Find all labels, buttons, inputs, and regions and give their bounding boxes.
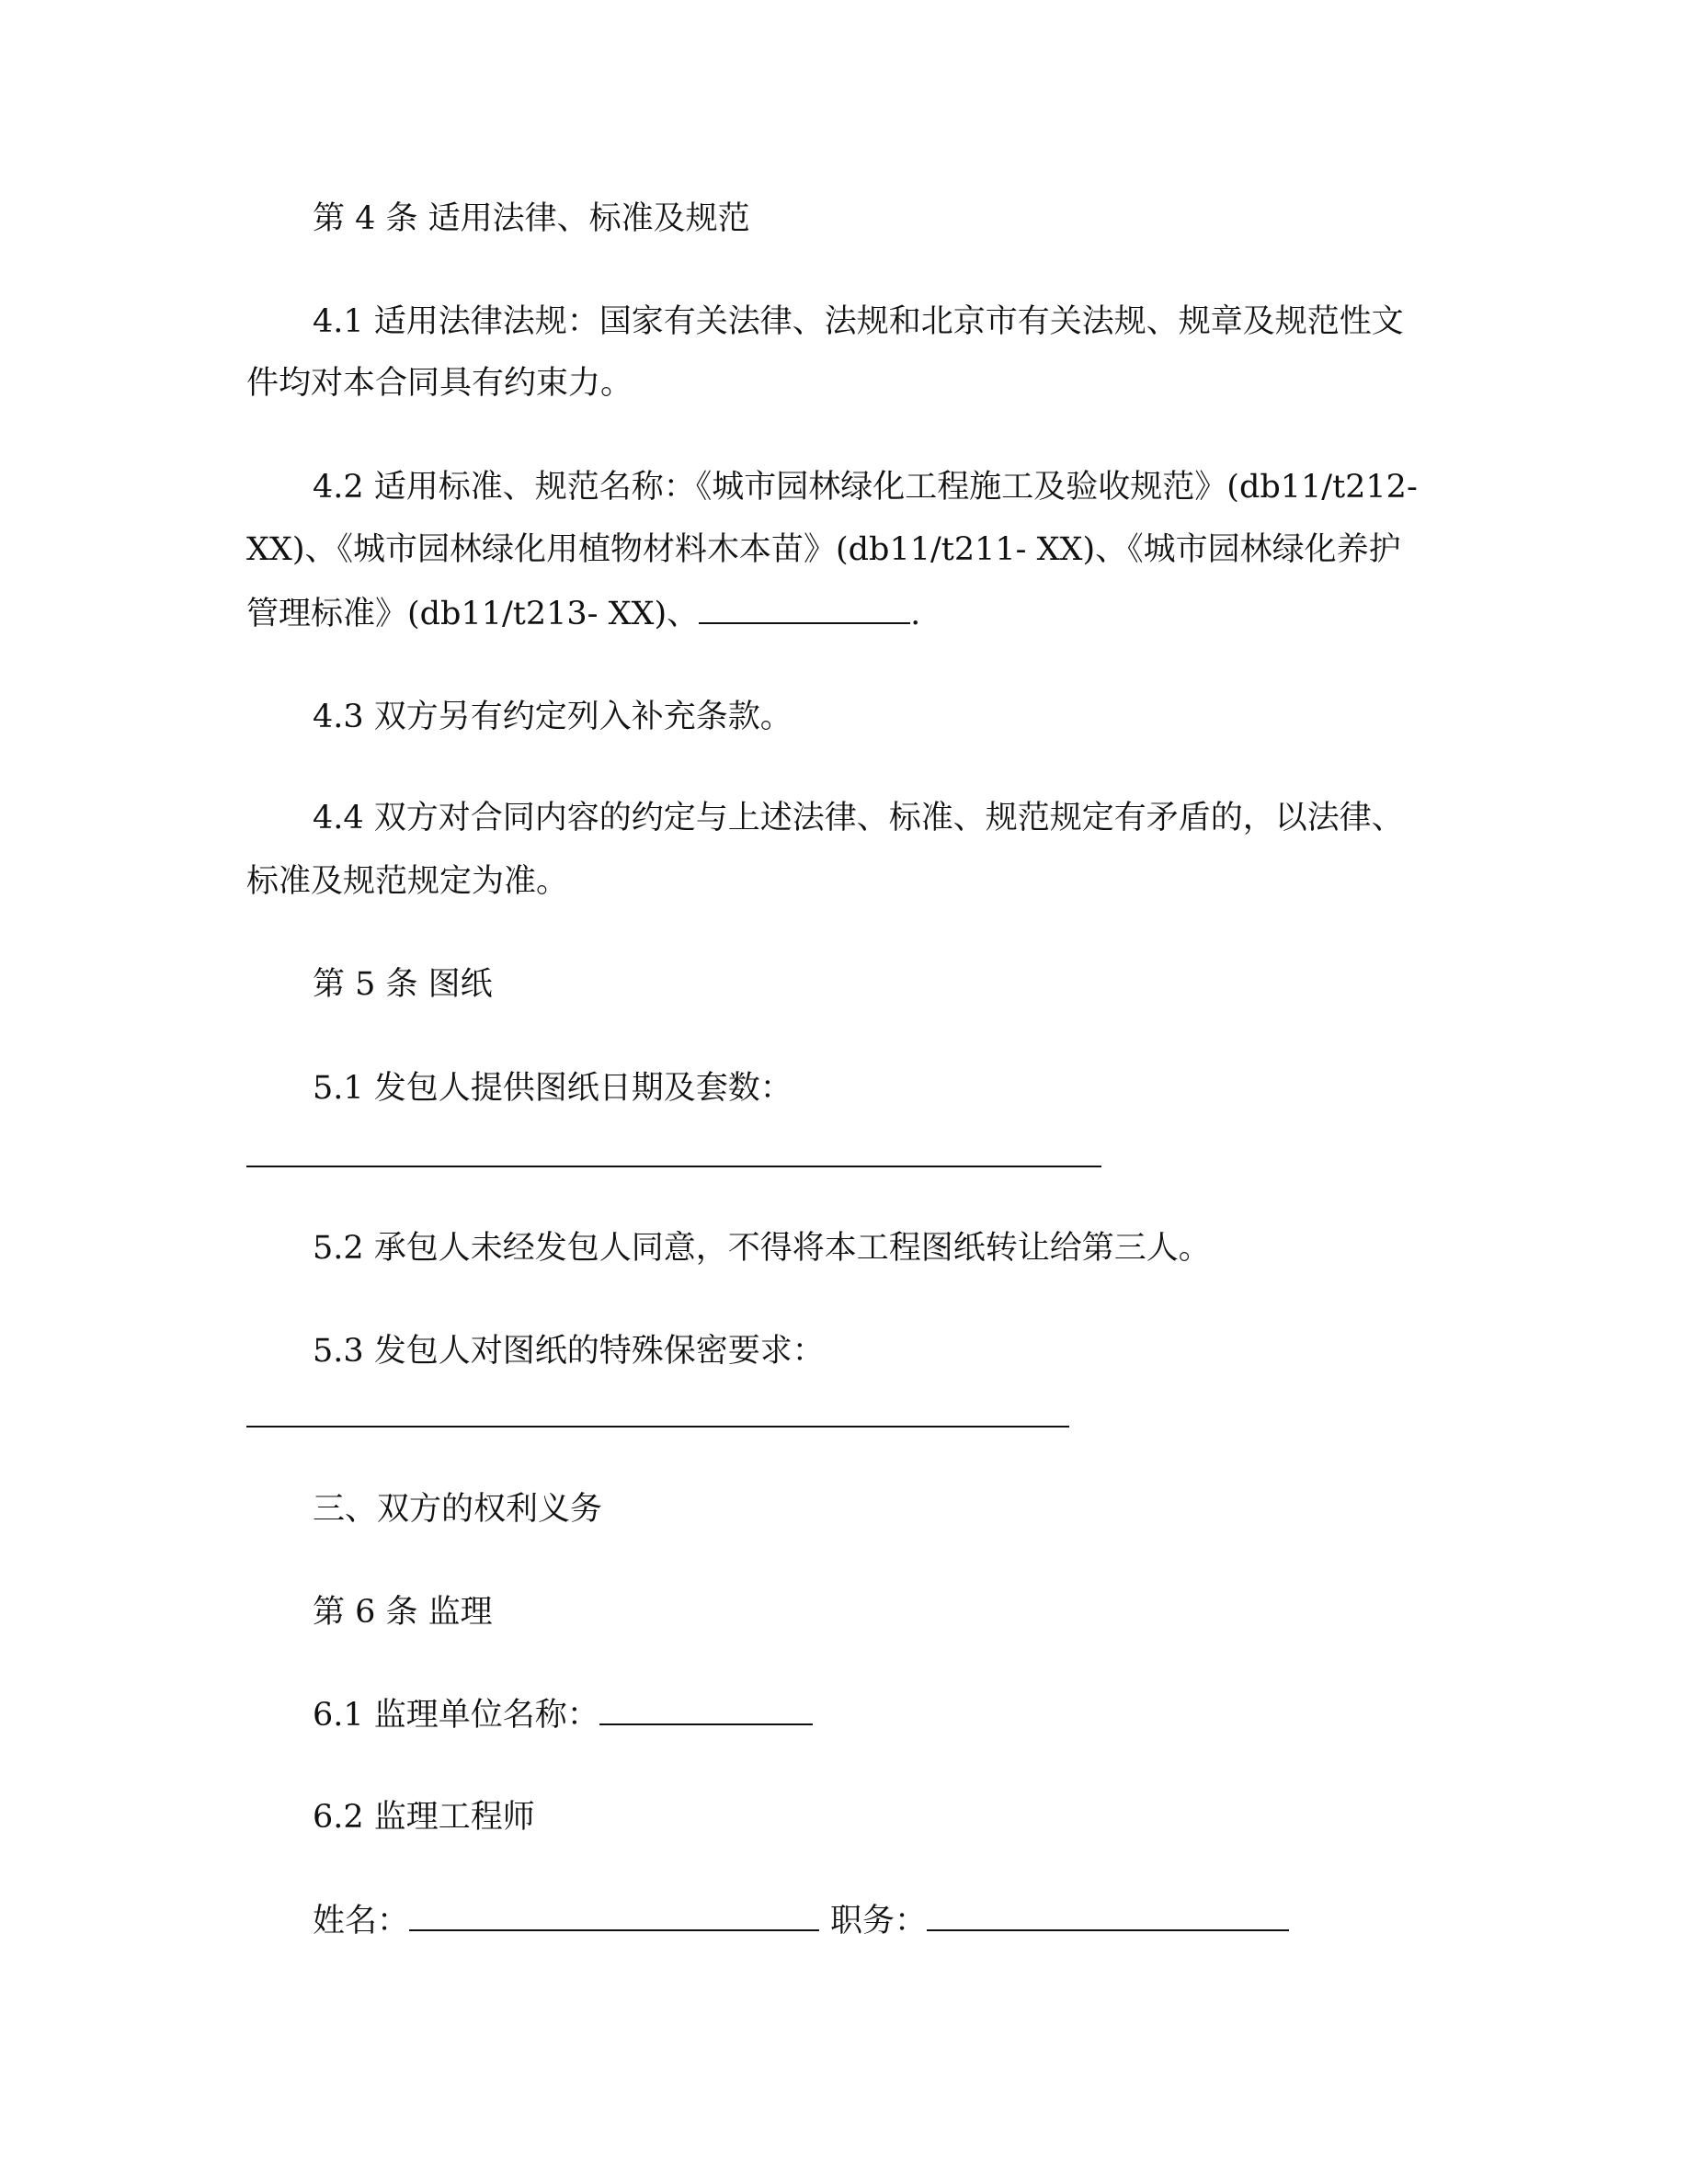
- clause-4-2-line-3-text: 管理标准》(db11/t213- XX)、: [246, 596, 700, 632]
- confidentiality-blank-field[interactable]: [246, 1426, 1069, 1428]
- supervisor-unit-blank-field[interactable]: [599, 1696, 813, 1725]
- clause-4-3: 4.3 双方另有约定列入补充条款。: [313, 699, 793, 735]
- article-6-heading: 第 6 条 监理: [313, 1594, 493, 1631]
- clause-4-1-line-1: 4.1 适用法律法规：国家有关法律、法规和北京市有关法规、规章及规范性文: [313, 303, 1404, 340]
- title-label: 职务：: [830, 1903, 928, 1939]
- drawing-date-blank-field[interactable]: [246, 1166, 1101, 1167]
- clause-4-2-end-period: .: [910, 596, 921, 632]
- clause-5-2: 5.2 承包人未经发包人同意，不得将本工程图纸转让给第三人。: [313, 1230, 1211, 1267]
- clause-5-3: 5.3 发包人对图纸的特殊保密要求：: [313, 1333, 825, 1370]
- clause-4-4-line-2: 标准及规范规定为准。: [246, 863, 569, 900]
- article-4-heading: 第 4 条 适用法律、标准及规范: [313, 200, 750, 237]
- clause-4-2-line-1: 4.2 适用标准、规范名称：《城市园林绿化工程施工及验收规范》(db11/t212-: [313, 469, 1418, 506]
- article-5-heading: 第 5 条 图纸: [313, 966, 493, 1003]
- name-label: 姓名：: [313, 1903, 410, 1939]
- clause-4-2-line-2: XX)、《城市园林绿化用植物材料木本苗》(db11/t211- XX)、《城市园林绿化养护: [246, 531, 1401, 568]
- section-3-heading: 三、双方的权利义务: [313, 1491, 603, 1528]
- clause-5-1: 5.1 发包人提供图纸日期及套数：: [313, 1070, 793, 1107]
- clause-4-4-line-1: 4.4 双方对合同内容的约定与上述法律、标准、规范规定有矛盾的，以法律、: [313, 800, 1404, 836]
- title-blank-field[interactable]: [927, 1902, 1289, 1931]
- clause-6-1-label: 6.1 监理单位名称：: [313, 1697, 599, 1734]
- name-blank-field[interactable]: [409, 1902, 819, 1931]
- clause-4-1-line-2: 件均对本合同具有约束力。: [246, 365, 633, 402]
- clause-6-2: 6.2 监理工程师: [313, 1799, 535, 1836]
- standards-blank-field[interactable]: [699, 595, 910, 624]
- clause-6-1: [313, 1695, 813, 1735]
- engineer-info-line: [313, 1901, 1289, 1941]
- clause-4-2-line-3: [246, 594, 920, 634]
